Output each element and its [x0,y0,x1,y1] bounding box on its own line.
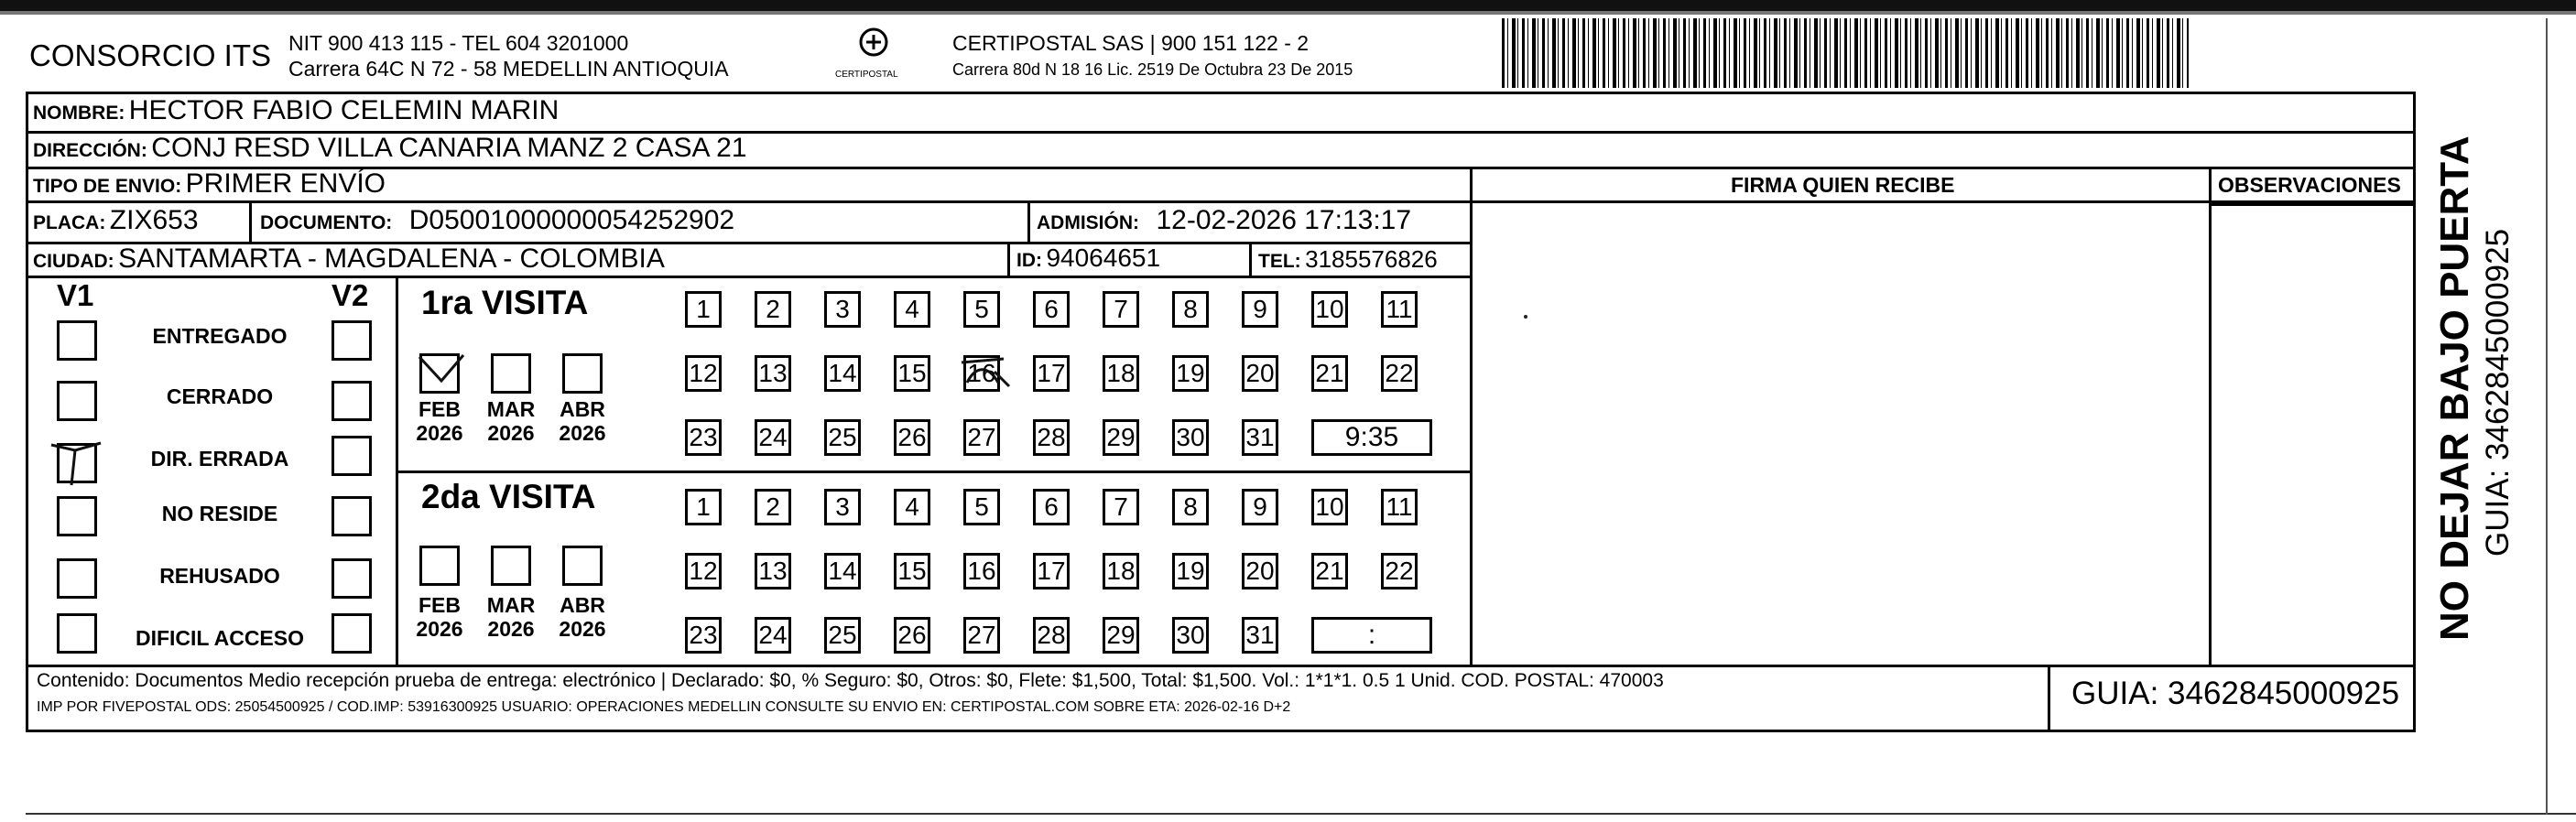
v2-dir-errada-checkbox[interactable] [332,436,372,476]
placa-value: ZIX653 [109,205,199,235]
v1-day-box[interactable]: 19 [1172,355,1209,392]
v2-day-box[interactable]: 24 [755,617,791,654]
v1-month-mar-label: MAR 2026 [486,397,536,445]
side-guia-number: GUIA: 3462845000925 [2480,228,2516,557]
status-cerrado: CERRADO [166,384,274,408]
v1-day-box[interactable]: 27 [963,419,1000,456]
col-line [1249,242,1252,276]
status-dificil-acceso: DIFICIL ACCESO [135,626,304,650]
nombre-value: HECTOR FABIO CELEMIN MARIN [128,95,560,125]
v1-day-box[interactable]: 29 [1103,419,1139,456]
v2-day-box[interactable]: 6 [1033,489,1070,525]
row-line [26,276,1473,278]
v1-day-box[interactable]: 22 [1381,355,1418,392]
v1-day-box[interactable]: 9 [1242,291,1278,328]
day-scribble-mark-icon [958,355,1013,392]
v1-day-box[interactable]: 30 [1172,419,1209,456]
v1-rehusado-checkbox[interactable] [57,558,97,599]
second-visit-day-grid [685,489,1436,663]
page-right-edge [2546,18,2548,815]
v2-day-box[interactable]: 9 [1242,489,1278,525]
signature-area-mark [1524,315,1527,319]
documento-cell [260,205,734,236]
status-no-reside: NO RESIDE [161,502,278,525]
v1-time-box[interactable]: 9:35 [1311,419,1432,456]
v1-entregado-checkbox[interactable] [57,320,97,361]
status-entregado: ENTREGADO [152,324,288,348]
v1-day-box[interactable]: 1 [685,291,722,328]
v1-dificil-acceso-checkbox[interactable] [57,613,97,654]
company-info-line1: NIT 900 413 115 - TEL 604 3201000 [288,31,629,55]
tipo-envio-row [33,168,386,200]
first-visit-day-grid [685,291,1436,465]
v1-day-box[interactable]: 2 [755,291,791,328]
col-line [249,200,252,243]
v1-day-box[interactable]: 14 [824,355,861,392]
company-info-line2: Carrera 64C N 72 - 58 MEDELLIN ANTIOQUIA [288,57,729,81]
v2-month-mar-label: MAR 2026 [486,593,536,641]
v2-day-box[interactable]: 8 [1172,489,1209,525]
page-bottom-edge [26,813,2576,815]
ciudad-cell [33,243,665,275]
direccion-row [33,133,747,164]
v2-day-box[interactable]: 29 [1103,617,1139,654]
v2-day-box[interactable]: 13 [755,553,791,589]
direccion-label: DIRECCIÓN: [33,140,147,161]
barcode [1502,18,2189,88]
v1-day-box[interactable]: 24 [755,419,791,456]
tel-label: TEL: [1258,251,1301,272]
v1-day-box[interactable]: 7 [1103,291,1139,328]
handwritten-check-mark-icon [48,438,104,489]
v2-day-box[interactable]: 10 [1311,489,1348,525]
v1-day-box[interactable]: 21 [1311,355,1348,392]
v2-day-box[interactable]: 25 [824,617,861,654]
v1-month-mar-checkbox[interactable] [491,353,531,394]
v2-day-box[interactable]: 17 [1033,553,1070,589]
certipostal-logo-icon [852,26,896,70]
v1-month-feb-label: FEB 2026 [416,397,463,445]
v2-day-box[interactable]: 30 [1172,617,1209,654]
tipo-envio-value: PRIMER ENVÍO [185,168,386,199]
v2-day-box[interactable]: 23 [685,617,722,654]
v2-day-box[interactable]: 16 [963,553,1000,589]
v1-day-box-marked[interactable]: 16 [963,355,1000,392]
v1-day-box[interactable]: 3 [824,291,861,328]
v1-day-box[interactable]: 8 [1172,291,1209,328]
col-line [2209,167,2212,665]
logo-caption: CERTIPOSTAL [835,70,898,80]
row-line [26,665,2416,667]
v2-day-box[interactable]: 2 [755,489,791,525]
v2-time-box[interactable]: : [1311,617,1432,654]
v1-day-box[interactable]: 15 [894,355,930,392]
documento-value: D05001000000054252902 [408,205,735,235]
v2-month-mar-checkbox[interactable] [491,546,531,586]
v2-day-box[interactable]: 31 [1242,617,1278,654]
v1-day-box[interactable]: 5 [963,291,1000,328]
visit-divider [396,470,1473,473]
v2-month-feb-checkbox[interactable] [419,546,460,586]
status-rehusado: REHUSADO [159,564,280,588]
tipo-envio-label: TIPO DE ENVIO: [33,176,182,197]
v2-header: V2 [332,278,369,312]
v2-day-box[interactable]: 22 [1381,553,1418,589]
ciudad-label: CIUDAD: [33,251,114,272]
v2-month-abr-checkbox[interactable] [562,546,603,586]
top-edge-shadow [0,11,2576,15]
v1-month-abr-label: ABR 2026 [559,397,606,445]
second-visit-title: 2da VISITA [421,478,596,515]
v1-day-box[interactable]: 17 [1033,355,1070,392]
v1-day-box[interactable]: 18 [1103,355,1139,392]
v2-day-box[interactable]: 20 [1242,553,1278,589]
v1-day-box[interactable]: 31 [1242,419,1278,456]
v2-day-box[interactable]: 15 [894,553,930,589]
month-check-mark-icon [416,352,467,384]
v2-day-box[interactable]: 19 [1172,553,1209,589]
v2-month-feb-label: FEB 2026 [416,593,463,641]
v1-day-box[interactable]: 28 [1033,419,1070,456]
col-line [2048,665,2050,732]
v2-day-box[interactable]: 21 [1311,553,1348,589]
nombre-label: NOMBRE: [33,103,125,124]
v1-day-box[interactable]: 10 [1311,291,1348,328]
v2-day-box[interactable]: 14 [824,553,861,589]
footer-imp-info: IMP POR FIVEPOSTAL ODS: 25054500925 / COD.IMP: 53916300925 USUARIO: OPERACIONES MEDELLIN CONSULTE SU ENVIO EN: CERTIPOSTAL.COM SOBRE ETA: 2026-02-16 D+2 [37,699,1291,715]
tel-value: 3185576826 [1305,245,1438,273]
v2-day-box[interactable]: 11 [1381,489,1418,525]
col-line [396,276,398,665]
v2-entregado-checkbox[interactable] [332,320,372,361]
col-line [1470,167,1473,665]
v1-day-box[interactable]: 26 [894,419,930,456]
v1-day-box[interactable]: 20 [1242,355,1278,392]
v2-no-reside-checkbox[interactable] [332,496,372,536]
v1-day-box[interactable]: 4 [894,291,930,328]
v2-day-box[interactable]: 27 [963,617,1000,654]
v2-day-box[interactable]: 3 [824,489,861,525]
status-dir-errada: DIR. ERRADA [150,447,289,470]
admision-label: ADMISIÓN: [1037,212,1139,233]
footer-guia-number: GUIA: 3462845000925 [2071,676,2400,711]
direccion-value: CONJ RESD VILLA CANARIA MANZ 2 CASA 21 [151,133,747,163]
first-visit-title: 1ra VISITA [421,284,589,321]
v1-day-box[interactable]: 13 [755,355,791,392]
v2-cerrado-checkbox[interactable] [332,381,372,421]
v1-no-reside-checkbox[interactable] [57,496,97,536]
row-line [26,200,2416,203]
courier-info-line2: Carrera 80d N 18 16 Lic. 2519 De Octubra 23 De 2015 [952,60,1353,79]
v2-day-box[interactable]: 28 [1033,617,1070,654]
col-line [1027,200,1030,243]
v1-cerrado-checkbox[interactable] [57,381,97,421]
tel-cell [1258,245,1438,274]
firma-header: FIRMA QUIEN RECIBE [1731,173,1955,197]
id-value: 94064651 [1046,243,1161,272]
placa-label: PLACA: [33,212,106,233]
row-line [2209,203,2416,206]
top-edge-bar [0,0,2576,11]
footer-contenido: Contenido: Documentos Medio recepción prueba de entrega: electrónico | Declarado: $0, % Seguro: $0, Otros: $0, Flete: $1,500, Total: $1,500. Vol.: 1*1*1. 0.5 1 Unid. COD. POSTAL: 470003 [37,670,1664,691]
v2-day-box[interactable]: 1 [685,489,722,525]
v2-dificil-acceso-checkbox[interactable] [332,613,372,654]
v1-day-box[interactable]: 12 [685,355,722,392]
admision-cell [1037,205,1411,236]
id-cell [1016,243,1160,273]
v2-day-box[interactable]: 12 [685,553,722,589]
company-name: CONSORCIO ITS [29,38,272,72]
admision-value: 12-02-2026 17:13:17 [1156,205,1412,235]
v2-day-box[interactable]: 18 [1103,553,1139,589]
courier-info-line1: CERTIPOSTAL SAS | 900 151 122 - 2 [952,31,1310,55]
v1-day-box[interactable]: 25 [824,419,861,456]
v2-day-box[interactable]: 26 [894,617,930,654]
id-label: ID: [1016,250,1042,271]
placa-cell [33,205,199,236]
side-notice: NO DEJAR BAJO PUERTA [2432,135,2477,641]
nombre-row [33,95,559,126]
v1-month-abr-checkbox[interactable] [562,353,603,394]
observaciones-header: OBSERVACIONES [2218,173,2401,197]
v2-day-box[interactable]: 4 [894,489,930,525]
v1-day-box[interactable]: 23 [685,419,722,456]
v2-day-box[interactable]: 7 [1103,489,1139,525]
documento-label: DOCUMENTO: [260,212,393,233]
ciudad-value: SANTAMARTA - MAGDALENA - COLOMBIA [118,243,665,274]
v2-month-abr-label: ABR 2026 [559,593,606,641]
col-line [1007,242,1010,276]
v1-header: V1 [57,278,94,312]
v1-day-box[interactable]: 11 [1381,291,1418,328]
v2-rehusado-checkbox[interactable] [332,558,372,599]
v1-day-box[interactable]: 6 [1033,291,1070,328]
v2-day-box[interactable]: 5 [963,489,1000,525]
